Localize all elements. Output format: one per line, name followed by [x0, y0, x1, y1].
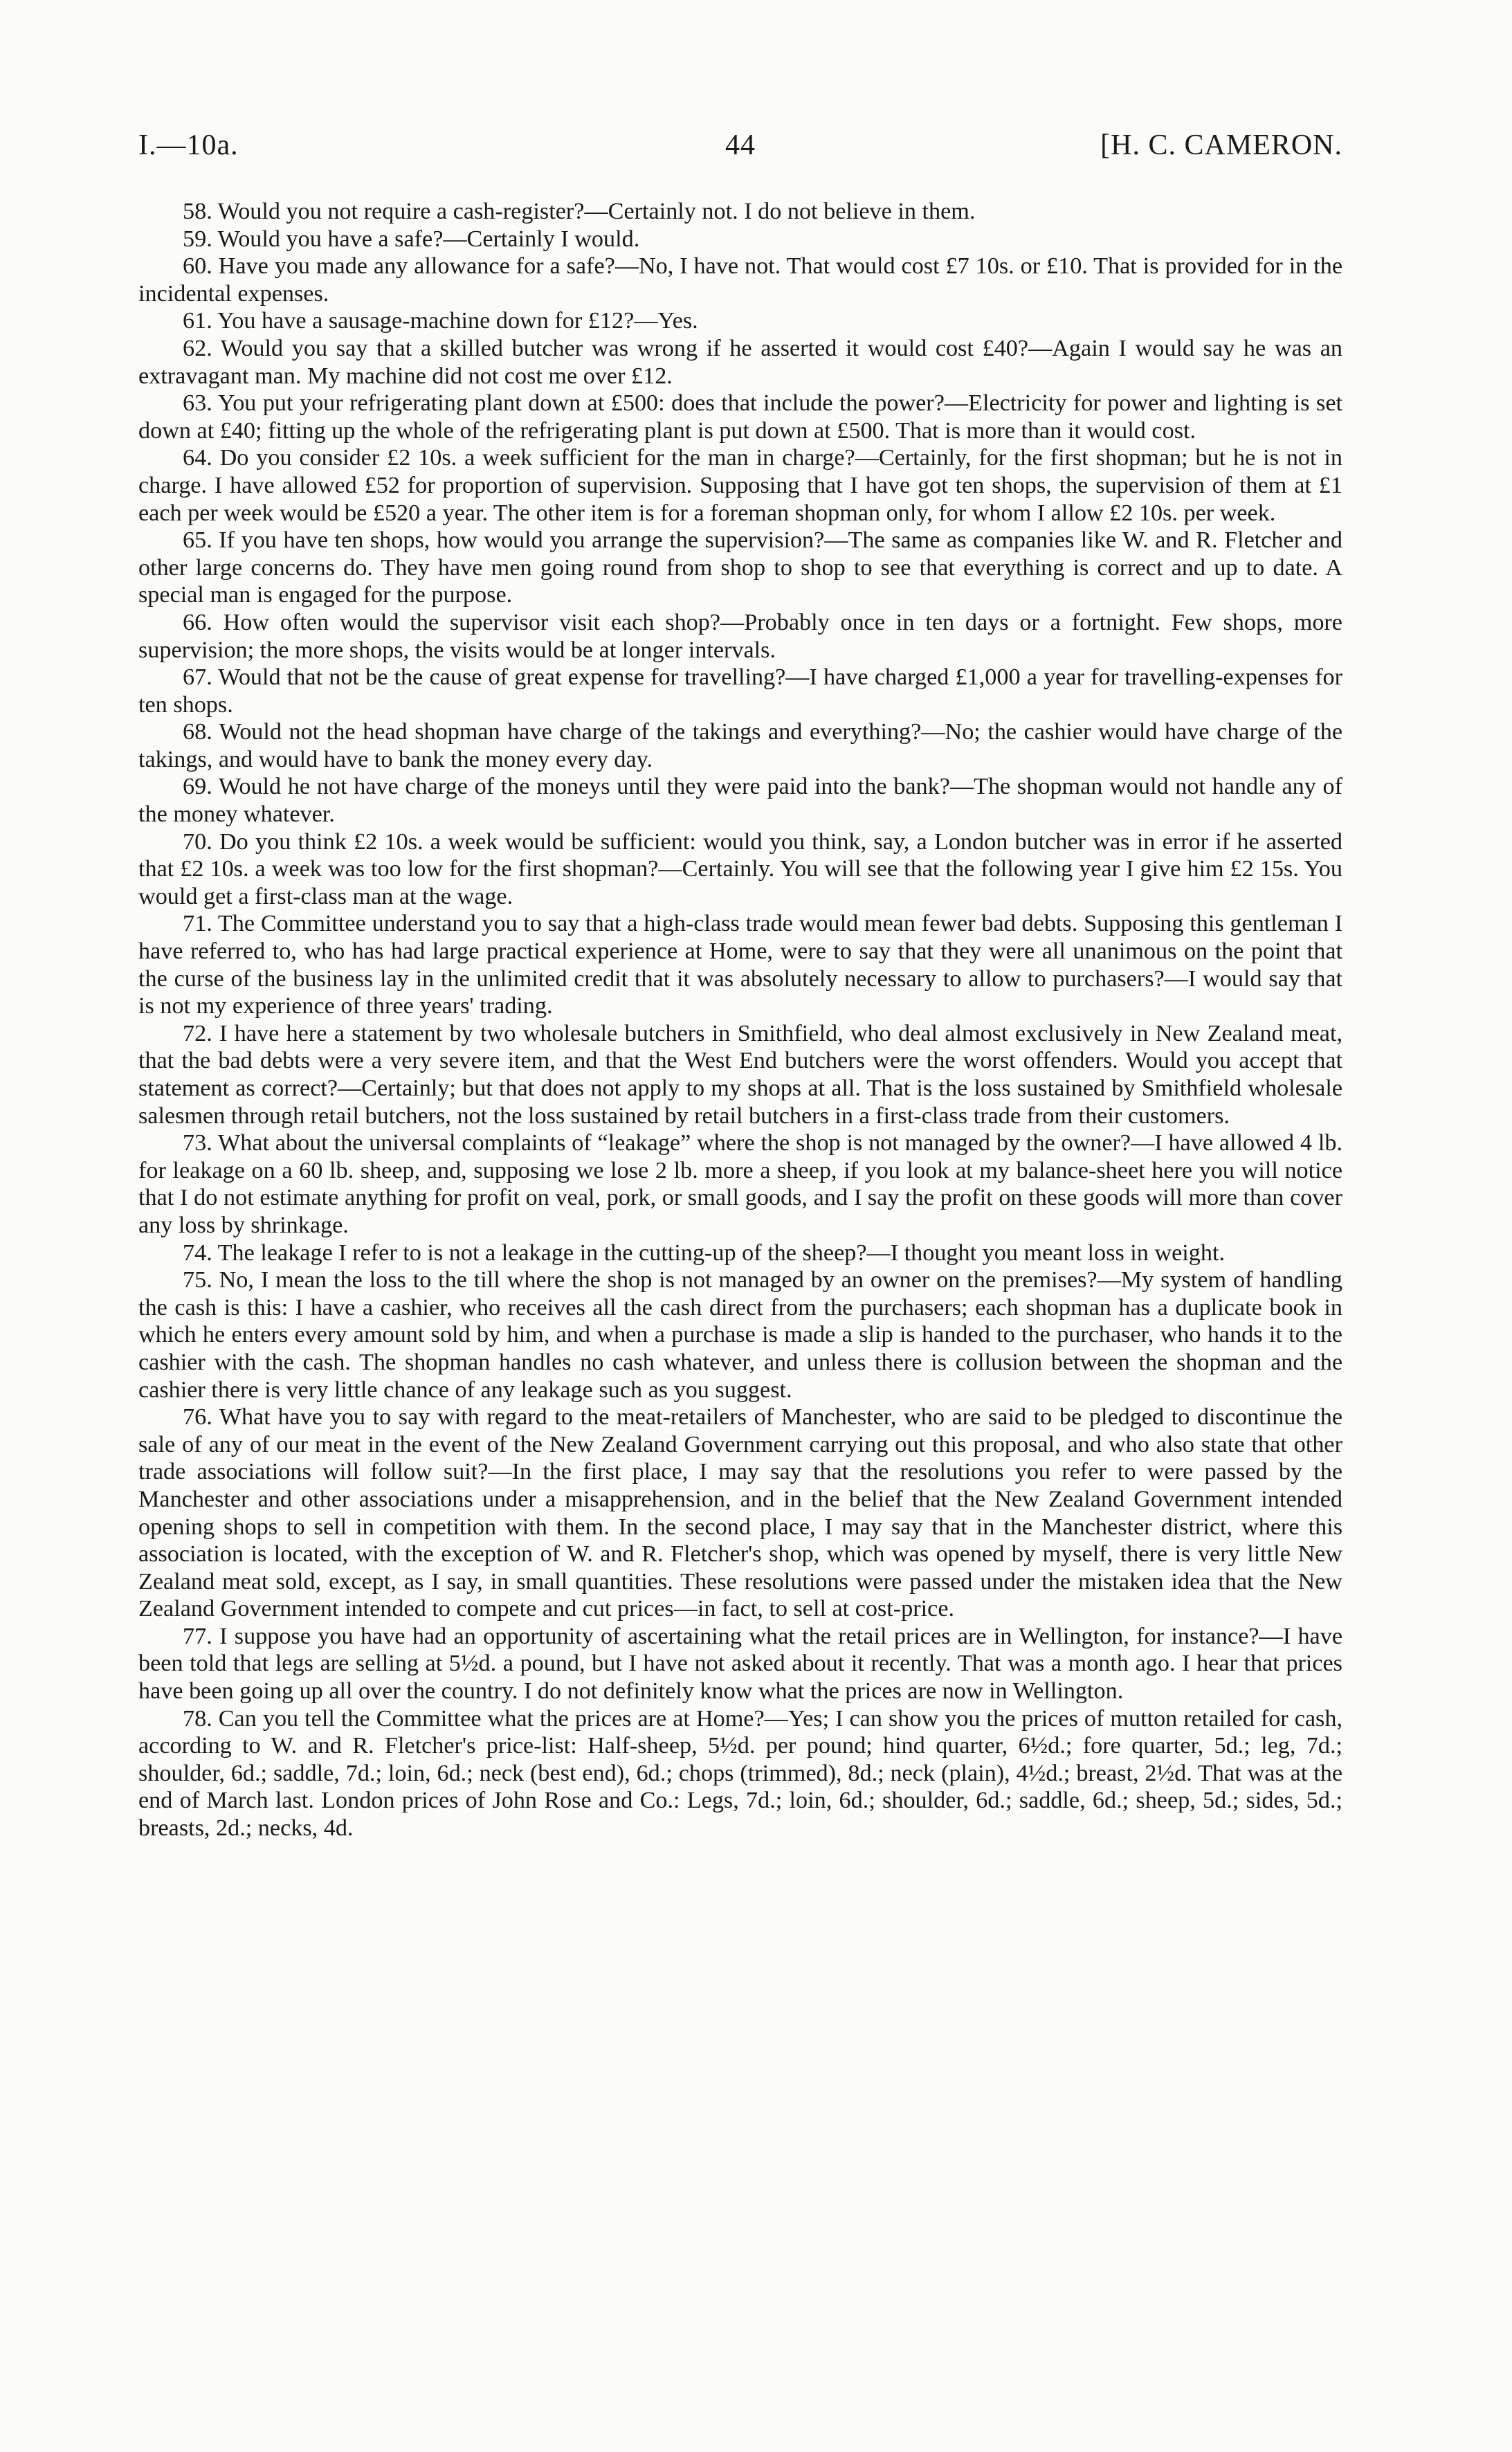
paragraph-q65: 65. If you have ten shops, how would you arrange the supervision?—The same as companies like W. and R. Fletcher and other large concerns do. They have men going round from shop to shop to see that everything is correct and up to date. A special man is engaged for the purpose.: [138, 527, 1342, 608]
paragraph-q61: 61. You have a sausage-machine down for £12?—Yes.: [183, 308, 698, 334]
paragraph-q76: 76. What have you to say with regard to the meat-retailers of Manchester, who are said to be pledged to discontinue the sale of any of our meat in the event of the New Zealand Government carrying out this proposal, and who also state that other trade associations will follow suit?—In the first place, I may say that the resolutions you refer to were passed by the Manchester and other associations under a misapprehension, and in the belief that the New Zealand Government intended opening shops to sell in competition with them. In the second place, I may say that in the Manchester district, where this association is located, with the exception of W. and R. Fletcher's shop, which was opened by myself, there is very little New Zealand meat sold, except, as I say, in small quantities. These resolutions were passed under the mistaken idea that the New Zealand Government intended to compete and cut prices—in fact, to sell at cost-price.: [138, 1404, 1342, 1622]
paragraph-q72: 72. I have here a statement by two wholesale butchers in Smithfield, who deal almost exclusively in New Zealand meat, that the bad debts were a very severe item, and that the West End butchers were the worst offenders. Would you accept that statement as correct?—Certainly; but that does not apply to my shops at all. That is the loss sustained by Smithfield wholesale salesmen through retail butchers, not the loss sustained by retail butchers in a first-class trade from their customers.: [138, 1020, 1342, 1129]
paragraph-q68: 68. Would not the head shopman have charge of the takings and everything?—No; the cashier would have charge of the takings, and would have to bank the money every day.: [138, 719, 1342, 772]
paragraph-q75: 75. No, I mean the loss to the till where the shop is not managed by an owner on the premises?—My system of handling the cash is this: I have a cashier, who receives all the cash direct from the purchasers; each shopman has a duplicate book in which he enters every amount sold by him, and when a purchase is made a slip is handed to the purchaser, who hands it to the cashier with the cash. The shopman handles no cash whatever, and unless there is collusion between the shopman and the cashier there is very little chance of any leakage such as you suggest.: [138, 1267, 1342, 1403]
paragraph-q66: 66. How often would the supervisor visit each shop?—Probably once in ten days or a fortnight. Few shops, more supervision; the more shops, the visits would be at longer intervals.: [138, 609, 1342, 663]
paragraph-q77: 77. I suppose you have had an opportunity of ascertaining what the retail prices are in Wellington, for instance?—I have been told that legs are selling at 5½d. a pound, but I have not asked about it recently. That was a month ago. I hear that prices have been going up all over the country. I do not definitely know what the prices are now in Wellington.: [138, 1623, 1342, 1705]
paragraph-q78: 78. Can you tell the Committee what the prices are at Home?—Yes; I can show you the prices of mutton retailed for cash, according to W. and R. Fletcher's price-list: Half-sheep, 5½d. per pound; hind quarter, 6½d.; fore quarter, 5d.; leg, 7d.; shoulder, 6d.; saddle, 7d.; loin, 6d.; neck (best end), 6d.; chops (trimmed), 8d.; neck (plain), 4½d.; breast, 2½d. That was at the end of March last. London prices of John Rose and Co.: Legs, 7d.; loin, 6d.; shoulder, 6d.; saddle, 6d.; sheep, 5d.; sides, 5d.; breasts, 2d.; necks, 4d.: [138, 1705, 1342, 1842]
paragraph-q59: 59. Would you have a safe?—Certainly I would.: [183, 226, 640, 252]
page-number: 44: [725, 129, 756, 161]
paragraph-q60: 60. Have you made any allowance for a safe?—No, I have not. That would cost £7 10s. or £10. That is provided for in the incidental expenses.: [138, 253, 1342, 307]
paragraph-q64: 64. Do you consider £2 10s. a week sufficient for the man in charge?—Certainly, for the first shopman; but he is not in charge. I have allowed £52 for proportion of supervision. Supposing that I have got ten shops, the supervision of them at £1 each per week would be £520 a year. The other item is for a foreman shopman only, for whom I allow £2 10s. per week.: [138, 445, 1342, 526]
witness-name: [H. C. CAMERON.: [1100, 129, 1342, 161]
paragraph-q71: 71. The Committee understand you to say that a high-class trade would mean fewer bad debts. Supposing this gentleman I have referred to, who has had large practical experience at Home, were to say that they were all unanimous on the point that the curse of the business lay in the unlimited credit that it was absolutely necessary to allow to purchasers?—I would say that is not my experience of three years' trading.: [138, 911, 1342, 1019]
paragraph-q58: 58. Would you not require a cash-register?—Certainly not. I do not believe in them.: [183, 199, 976, 224]
page-header: [138, 129, 1342, 170]
testimony-body: [138, 198, 1342, 1842]
paragraph-q73: 73. What about the universal complaints of “leakage” where the shop is not managed by the owner?—I have allowed 4 lb. for leakage on a 60 lb. sheep, and, supposing we lose 2 lb. more a sheep, if you look at my balance-sheet here you will notice that I do not estimate anything for profit on veal, pork, or small goods, and I say the profit on these goods will more than cover any loss by shrinkage.: [138, 1130, 1342, 1238]
paragraph-q67: 67. Would that not be the cause of great expense for travelling?—I have charged £1,000 a year for travelling-expenses for ten shops.: [138, 664, 1342, 718]
paragraph-q62: 62. Would you say that a skilled butcher was wrong if he asserted it would cost £40?—Again I would say he was an extravagant man. My machine did not cost me over £12.: [138, 335, 1342, 389]
document-reference: I.—10a.: [138, 129, 239, 161]
paragraph-q69: 69. Would he not have charge of the moneys until they were paid into the bank?—The shopman would not handle any of the money whatever.: [138, 774, 1342, 828]
paragraph-q63: 63. You put your refrigerating plant down at £500: does that include the power?—Electricity for power and lighting is set down at £40; fitting up the whole of the refrigerating plant is put down at £500. That is more than it would cost.: [138, 390, 1342, 444]
paragraph-q74: 74. The leakage I refer to is not a leakage in the cutting-up of the sheep?—I thought you meant loss in weight.: [183, 1239, 1226, 1266]
paragraph-q70: 70. Do you think £2 10s. a week would be sufficient: would you think, say, a London butcher was in error if he asserted that £2 10s. a week was too low for the first shopman?—Certainly. You will see that the following year I give him £2 15s. You would get a first-class man at the wage.: [138, 828, 1342, 909]
